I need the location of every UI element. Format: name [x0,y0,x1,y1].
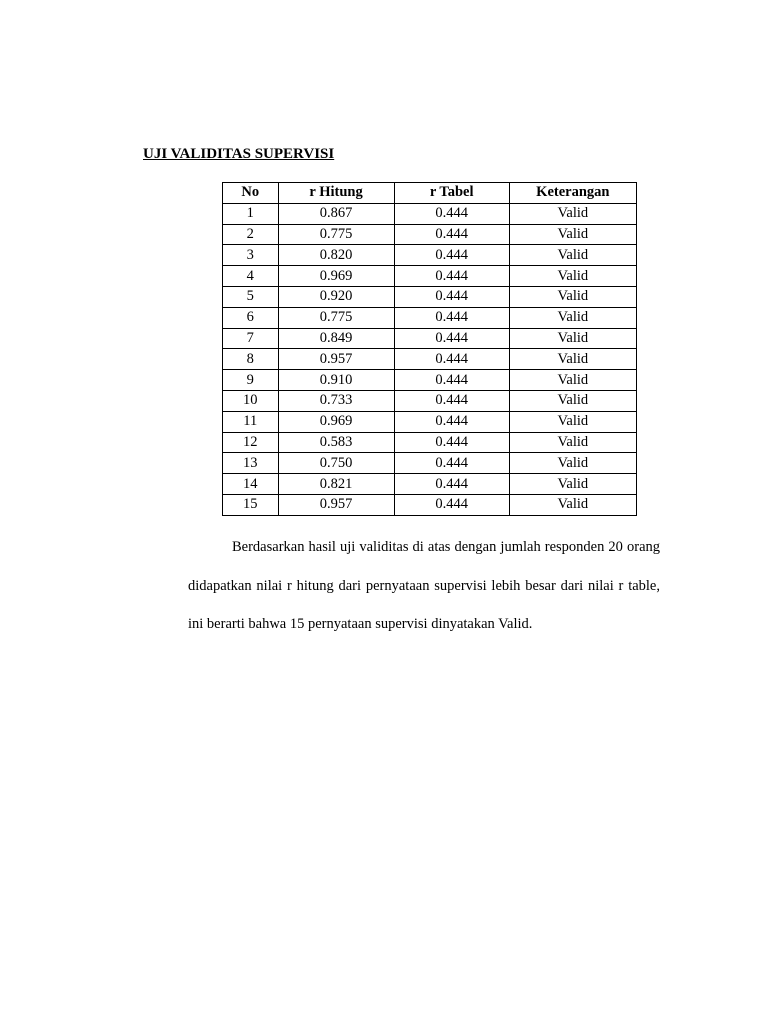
cell-keterangan: Valid [509,266,636,287]
cell-r-tabel: 0.444 [394,307,509,328]
cell-r-tabel: 0.444 [394,370,509,391]
cell-no: 9 [223,370,279,391]
cell-no: 3 [223,245,279,266]
cell-r-hitung: 0.957 [278,494,394,515]
cell-r-tabel: 0.444 [394,349,509,370]
cell-no: 10 [223,390,279,411]
cell-keterangan: Valid [509,494,636,515]
cell-keterangan: Valid [509,432,636,453]
cell-no: 6 [223,307,279,328]
cell-r-tabel: 0.444 [394,266,509,287]
cell-r-tabel: 0.444 [394,453,509,474]
table-body [223,203,637,515]
header-r-tabel: r Tabel [394,183,509,204]
cell-r-tabel: 0.444 [394,203,509,224]
cell-r-hitung: 0.820 [278,245,394,266]
table-row [223,266,637,287]
cell-no: 1 [223,203,279,224]
cell-no: 8 [223,349,279,370]
cell-keterangan: Valid [509,474,636,495]
cell-r-tabel: 0.444 [394,328,509,349]
cell-r-hitung: 0.775 [278,307,394,328]
cell-r-tabel: 0.444 [394,224,509,245]
cell-r-tabel: 0.444 [394,411,509,432]
table-row [223,411,637,432]
cell-r-hitung: 0.775 [278,224,394,245]
cell-no: 7 [223,328,279,349]
header-keterangan: Keterangan [509,183,636,204]
cell-r-hitung: 0.957 [278,349,394,370]
table-row [223,307,637,328]
table-row [223,328,637,349]
cell-keterangan: Valid [509,349,636,370]
cell-no: 11 [223,411,279,432]
cell-no: 12 [223,432,279,453]
cell-r-tabel: 0.444 [394,432,509,453]
cell-r-hitung: 0.910 [278,370,394,391]
cell-no: 15 [223,494,279,515]
cell-no: 5 [223,286,279,307]
table-row [223,286,637,307]
cell-no: 13 [223,453,279,474]
cell-r-hitung: 0.867 [278,203,394,224]
cell-r-hitung: 0.920 [278,286,394,307]
header-r-hitung: r Hitung [278,183,394,204]
cell-r-hitung: 0.969 [278,411,394,432]
cell-keterangan: Valid [509,203,636,224]
table-row [223,453,637,474]
cell-keterangan: Valid [509,390,636,411]
cell-keterangan: Valid [509,411,636,432]
document-title: UJI VALIDITAS SUPERVISI [143,146,335,162]
table-row [223,474,637,495]
validity-table [222,182,637,516]
cell-r-hitung: 0.969 [278,266,394,287]
cell-keterangan: Valid [509,286,636,307]
table-row [223,432,637,453]
table-row [223,370,637,391]
cell-no: 14 [223,474,279,495]
cell-r-tabel: 0.444 [394,286,509,307]
table-row [223,245,637,266]
cell-keterangan: Valid [509,370,636,391]
cell-keterangan: Valid [509,307,636,328]
table-row [223,224,637,245]
table-row [223,390,637,411]
cell-keterangan: Valid [509,328,636,349]
cell-keterangan: Valid [509,245,636,266]
table-row [223,494,637,515]
cell-no: 4 [223,266,279,287]
cell-r-tabel: 0.444 [394,474,509,495]
conclusion-paragraph: Berdasarkan hasil uji validitas di atas dengan jumlah responden 20 orang didapatkan nilai r hitung dari pernyataan supervisi lebih besar dari nilai r table, ini berarti bahwa 15 pernyataan supervisi dinyatakan Valid. [188,539,660,632]
cell-r-tabel: 0.444 [394,494,509,515]
cell-keterangan: Valid [509,224,636,245]
header-no: No [223,183,279,204]
table-row [223,203,637,224]
table-header-row [223,183,637,204]
cell-no: 2 [223,224,279,245]
cell-keterangan: Valid [509,453,636,474]
cell-r-hitung: 0.583 [278,432,394,453]
table-row [223,349,637,370]
cell-r-hitung: 0.849 [278,328,394,349]
cell-r-tabel: 0.444 [394,390,509,411]
cell-r-hitung: 0.821 [278,474,394,495]
cell-r-tabel: 0.444 [394,245,509,266]
cell-r-hitung: 0.733 [278,390,394,411]
cell-r-hitung: 0.750 [278,453,394,474]
